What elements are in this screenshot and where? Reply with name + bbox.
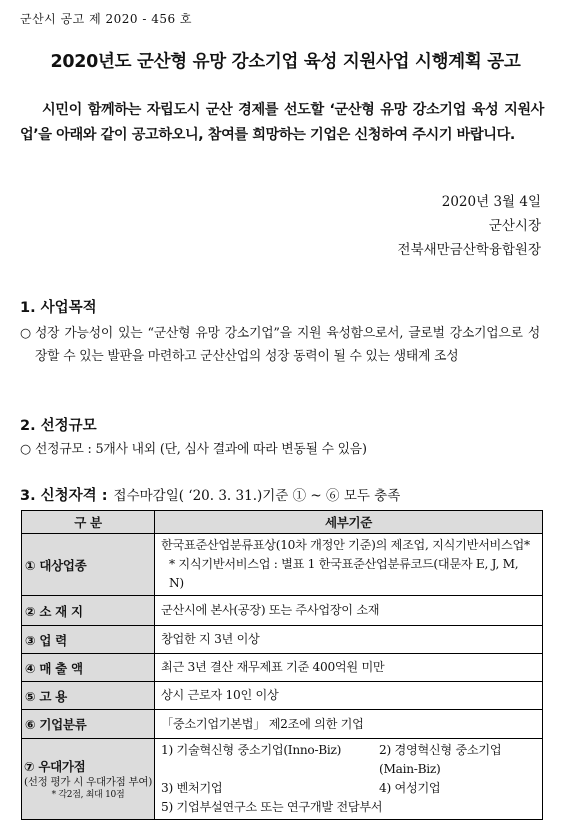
table-row [22,596,543,626]
preference-item: 1) 기술혁신형 중소기업(Inno-Biz) [161,743,342,757]
row-detail: 「중소기업기본법」 제2조에 의한 기업 [155,710,543,739]
preference-item: 3) 벤처기업 [161,781,223,795]
row-label: ② 소 재 지 [22,596,155,626]
preference-item: 5) 기업부설연구소 또는 연구개발 전담부서 [161,800,383,814]
row-label [22,739,155,820]
row-detail [155,739,543,820]
section-scale-heading: 2. 선정규모 [20,418,97,434]
eligibility-heading-text: 3. 신청자격 : [20,488,108,504]
table-row [22,710,543,739]
issuer-institute: 전북새만금산학융합원장 [397,242,541,258]
table-row [22,534,543,596]
row-label: ① 대상업종 [22,534,155,596]
table-header-category: 구 분 [22,511,155,534]
eligibility-subtitle: 접수마감일( ‘20. 3. 31.)기준 ① ~ ⑥ 모두 충족 [113,488,401,504]
row-detail: 최근 3년 결산 재무제표 기준 400억원 미만 [155,654,543,682]
section-eligibility-heading [20,484,400,505]
row-label: ④ 매 출 액 [22,654,155,682]
signature-block [398,190,541,262]
row-detail: 군산시에 본사(공장) 또는 주사업장이 소재 [155,596,543,626]
row-label: ③ 업 력 [22,626,155,654]
table-row [22,626,543,654]
detail-line: 한국표준산업분류표상(10차 개정안 기준)의 제조업, 지식기반서비스업* [161,538,530,552]
table-header-row [22,511,543,534]
notice-number: 군산시 공고 제 2020 - 456 호 [20,12,193,26]
preference-item: 4) 여성기업 [379,781,441,795]
eligibility-table [21,510,543,820]
preference-label: ⑦ 우대가점 [24,758,86,774]
table-row [22,739,543,820]
table-row [22,654,543,682]
detail-note: * 지식기반서비스업 : 별표 1 한국표준산업분류코드(대문자 E, J, M, N) [169,557,519,590]
preference-item: 2) 경영혁신형 중소기업(Main-Biz) [379,743,502,776]
preference-label-sub: (선정 평가 시 우대가점 부여) [24,775,153,788]
row-label: ⑥ 기업분류 [22,710,155,739]
bullet-icon: ○ [20,442,31,457]
table-header-detail: 세부기준 [155,511,543,534]
document-title: 2020년도 군산형 유망 강소기업 육성 지원사업 시행계획 공고 [50,52,521,72]
section-scale-body [20,438,540,461]
issuer-mayor: 군산시장 [488,218,541,234]
section-purpose-body [20,322,540,368]
scale-text: 선정규모 : 5개사 내외 (단, 심사 결과에 따라 변동될 수 있음) [35,442,367,457]
row-label: ⑤ 고 용 [22,682,155,710]
intro-paragraph: 시민이 함께하는 자립도시 군산 경제를 선도할 ‘군산형 유망 강소기업 육성 지원사업’을 아래와 같이 공고하오니, 참여를 희망하는 기업은 신청하여 주시기 바랍니다. [20,102,544,143]
row-detail: 창업한 지 3년 이상 [155,626,543,654]
row-detail: 상시 근로자 10인 이상 [155,682,543,710]
section-purpose-heading: 1. 사업목적 [20,300,97,316]
preference-label-note: * 각2점, 최대 10점 [51,789,125,800]
announcement-date: 2020년 3월 4일 [441,194,541,210]
bullet-icon: ○ [20,326,31,341]
purpose-text: 성장 가능성이 있는 “군산형 유망 강소기업”을 지원 육성함으로서, 글로벌 강소기업으로 성장할 수 있는 발판을 마련하고 군산산업의 성장 동력이 될 수 있는 생태계 조성 [35,326,540,364]
row-detail [155,534,543,596]
table-row [22,682,543,710]
preference-items [161,741,536,798]
